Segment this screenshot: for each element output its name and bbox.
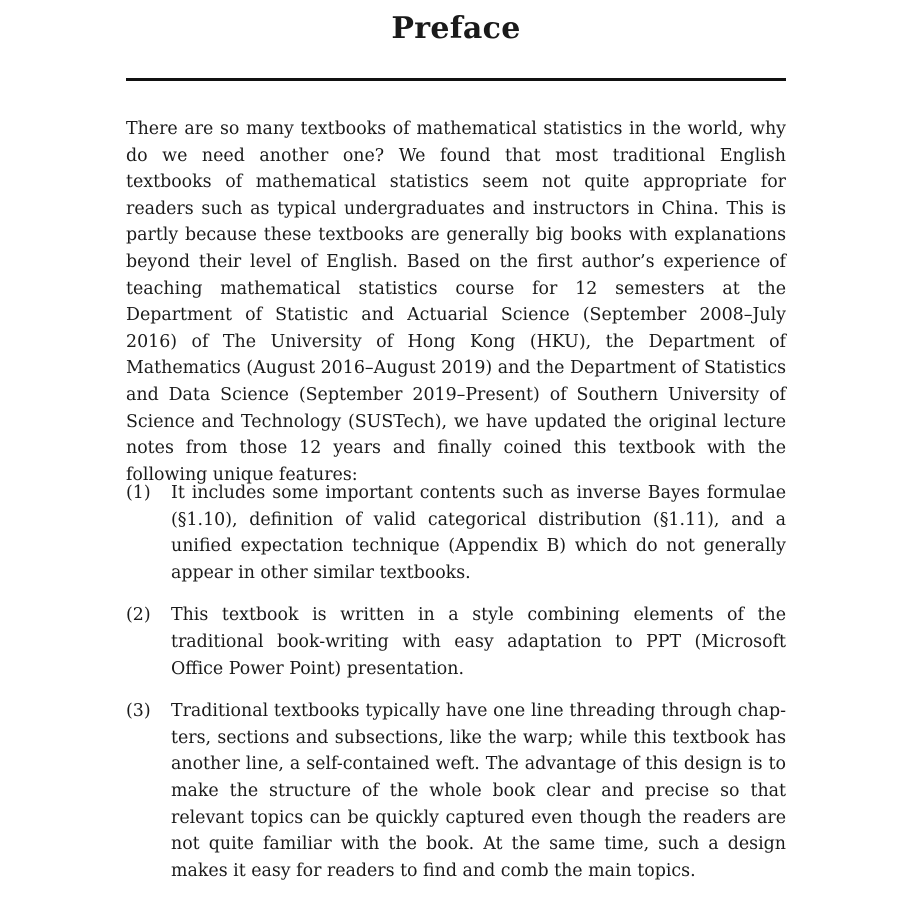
intro-paragraph: There are so many textbooks of mathematical statistics in the world, why do we need another one? We found that most traditional English textbooks of mathematical statistics seem not quite appropriate for readers such as typical undergraduates and instructors in China. This is partly because these textbooks are generally big books with explanations beyond their level of English. Based on the first author’s experience of teaching mathematical statistics course for 12 semesters at the Department of Statistic and Actuarial Science (September 2008–July 2016) of The University of Hong Kong (HKU), the Department of Mathematics (August 2016–August 2019) and the Department of Statistics and Data Science (September 2019–Present) of Southern University of Science and Technology (SUSTech), we have updated the original lecture notes from those 12 years and finally coined this textbook with the following unique features: <box>126 119 786 485</box>
feature-item <box>126 602 786 682</box>
feature-text: Traditional textbooks typically have one line threading through chapters, sections and subsections, like the warp; while this textbook has another line, a self-contained weft. The advantage of this design is to make the structure of the whole book clear and precise so that relevant topics can be quickly captured even though the readers are not quite familiar with the book. At the same time, such a design makes it easy for readers to find and comb the main topics. <box>171 701 786 881</box>
feature-item <box>126 698 786 884</box>
title-rule <box>126 78 786 81</box>
page <box>126 0 786 881</box>
feature-number: (3) <box>126 701 151 722</box>
feature-text: This textbook is written in a style combining elements of the traditional book-writing with easy adaptation to PPT (Microsoft Office Power Point) presentation. <box>171 605 786 679</box>
feature-number: (1) <box>126 483 151 503</box>
feature-item <box>126 480 786 586</box>
feature-text: It includes some important contents such as inverse Bayes formulae (§1.10), definition of valid categorical distribution (§1.11), and a unified expectation technique (Appendix B) which do not generally appear in other similar textbooks. <box>171 483 786 583</box>
feature-number: (2) <box>126 605 151 626</box>
feature-list <box>126 480 786 900</box>
page-title: Preface <box>391 11 521 46</box>
